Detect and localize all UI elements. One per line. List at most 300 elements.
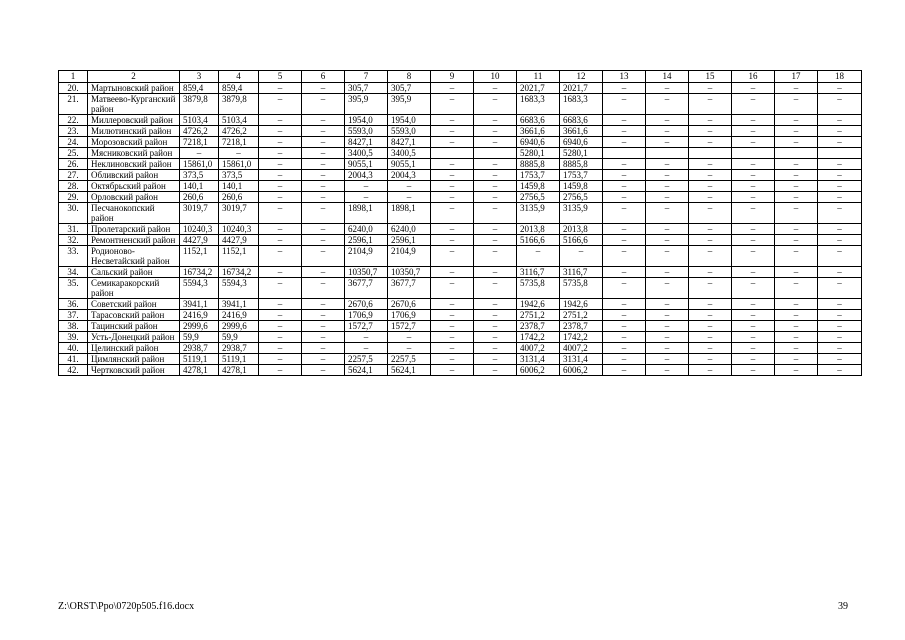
table-cell: 3116,7 — [560, 267, 603, 278]
table-cell: – — [259, 354, 302, 365]
table-cell: – — [689, 126, 732, 137]
table-cell: – — [732, 365, 775, 376]
row-number: 36. — [59, 299, 88, 310]
table-cell: 1572,7 — [388, 321, 431, 332]
table-cell: – — [818, 159, 862, 170]
column-header: 5 — [259, 71, 302, 83]
table-cell: 15861,0 — [219, 159, 259, 170]
table-cell: 5593,0 — [345, 126, 388, 137]
table-cell — [689, 148, 732, 159]
table-cell: – — [646, 115, 689, 126]
table-cell: 2999,6 — [180, 321, 219, 332]
table-cell: 2596,1 — [388, 235, 431, 246]
table-cell: 2756,5 — [517, 192, 560, 203]
table-cell: 3677,7 — [345, 278, 388, 299]
column-header: 2 — [88, 71, 180, 83]
table-cell: 4726,2 — [219, 126, 259, 137]
table-cell: – — [302, 137, 345, 148]
table-cell: – — [431, 299, 474, 310]
table-cell: – — [732, 267, 775, 278]
table-row — [59, 170, 862, 181]
table-cell: 6940,6 — [560, 137, 603, 148]
table-cell: – — [732, 192, 775, 203]
table-cell: – — [474, 278, 517, 299]
table-row — [59, 278, 862, 299]
table-cell: 2004,3 — [388, 170, 431, 181]
table-cell — [603, 148, 646, 159]
table-cell: – — [603, 181, 646, 192]
table-cell: – — [259, 224, 302, 235]
table-cell: 10350,7 — [345, 267, 388, 278]
table-cell: – — [646, 94, 689, 115]
table-cell: 2670,6 — [388, 299, 431, 310]
table-cell: – — [603, 203, 646, 224]
district-name: Мартыновский район — [88, 83, 180, 94]
table-cell: – — [474, 94, 517, 115]
table-cell: 3677,7 — [388, 278, 431, 299]
table-cell — [775, 148, 818, 159]
row-number: 21. — [59, 94, 88, 115]
table-cell: 3400,5 — [388, 148, 431, 159]
district-name: Семикаракорский район — [88, 278, 180, 299]
table-cell: – — [431, 365, 474, 376]
column-header: 11 — [517, 71, 560, 83]
table-cell: – — [431, 321, 474, 332]
table-cell: – — [646, 224, 689, 235]
table-cell: – — [818, 310, 862, 321]
table-cell: 140,1 — [180, 181, 219, 192]
table-cell: 59,9 — [219, 332, 259, 343]
table-cell: 2596,1 — [345, 235, 388, 246]
table-cell: – — [732, 299, 775, 310]
table-cell: 4007,2 — [560, 343, 603, 354]
table-cell: – — [689, 83, 732, 94]
table-cell: – — [603, 224, 646, 235]
table-cell: – — [302, 83, 345, 94]
table-cell: – — [689, 192, 732, 203]
district-name: Милютинский район — [88, 126, 180, 137]
table-cell: 3019,7 — [180, 203, 219, 224]
table-cell: 5166,6 — [517, 235, 560, 246]
table-cell: 3135,9 — [560, 203, 603, 224]
table-cell: – — [646, 159, 689, 170]
table-cell: 5119,1 — [219, 354, 259, 365]
table-cell: 1942,6 — [560, 299, 603, 310]
table-cell: – — [689, 278, 732, 299]
table-cell: 3131,4 — [517, 354, 560, 365]
district-name: Миллеровский район — [88, 115, 180, 126]
table-cell: 1742,2 — [517, 332, 560, 343]
table-cell: – — [646, 278, 689, 299]
table-cell: – — [603, 365, 646, 376]
table-cell: – — [474, 310, 517, 321]
table-cell: – — [345, 332, 388, 343]
table-cell: – — [689, 246, 732, 267]
table-cell: 5103,4 — [180, 115, 219, 126]
table-cell: 5735,8 — [560, 278, 603, 299]
table-cell: 2104,9 — [345, 246, 388, 267]
table-cell: 2938,7 — [219, 343, 259, 354]
table-cell: – — [818, 246, 862, 267]
table-cell: – — [775, 224, 818, 235]
table-cell: 5103,4 — [219, 115, 259, 126]
column-header: 7 — [345, 71, 388, 83]
table-cell: – — [732, 115, 775, 126]
table-cell: 5593,0 — [388, 126, 431, 137]
column-header: 13 — [603, 71, 646, 83]
table-cell: 6006,2 — [517, 365, 560, 376]
table-cell: – — [302, 332, 345, 343]
table-cell: – — [431, 192, 474, 203]
table-cell: – — [818, 267, 862, 278]
table-cell: – — [818, 137, 862, 148]
table-cell: – — [646, 170, 689, 181]
table-cell: – — [259, 83, 302, 94]
table-cell: – — [302, 181, 345, 192]
table-cell: – — [259, 321, 302, 332]
footer-file-path: Z:\ORST\Ppo\0720p505.f16.docx — [58, 601, 195, 612]
table-cell: – — [302, 148, 345, 159]
table-cell: 5624,1 — [388, 365, 431, 376]
table-cell: – — [431, 224, 474, 235]
table-cell: – — [775, 126, 818, 137]
table-cell: – — [818, 354, 862, 365]
table-cell: 2416,9 — [219, 310, 259, 321]
district-name: Советский район — [88, 299, 180, 310]
table-cell: – — [259, 181, 302, 192]
table-cell: 6006,2 — [560, 365, 603, 376]
table-cell: 2378,7 — [517, 321, 560, 332]
table-cell: 2751,2 — [560, 310, 603, 321]
table-cell: – — [388, 192, 431, 203]
table-cell: – — [259, 94, 302, 115]
table-cell: 395,9 — [345, 94, 388, 115]
data-table — [58, 70, 862, 376]
table-cell: – — [732, 235, 775, 246]
table-cell: – — [474, 354, 517, 365]
table-cell: – — [818, 181, 862, 192]
row-number: 37. — [59, 310, 88, 321]
table-row — [59, 321, 862, 332]
table-cell: – — [431, 203, 474, 224]
table-cell: – — [689, 224, 732, 235]
table-cell: – — [646, 310, 689, 321]
table-cell — [818, 148, 862, 159]
table-cell: – — [732, 83, 775, 94]
table-cell: 10240,3 — [219, 224, 259, 235]
table-cell: 16734,2 — [180, 267, 219, 278]
table-cell: 10240,3 — [180, 224, 219, 235]
table-cell: 4726,2 — [180, 126, 219, 137]
table-cell: – — [302, 267, 345, 278]
table-row — [59, 310, 862, 321]
table-cell: – — [689, 354, 732, 365]
table-cell: – — [689, 321, 732, 332]
table-cell: – — [732, 137, 775, 148]
table-cell: – — [603, 354, 646, 365]
table-row — [59, 267, 862, 278]
table-cell: – — [646, 137, 689, 148]
table-cell: – — [775, 83, 818, 94]
district-name: Родионово-Несветайский район — [88, 246, 180, 267]
table-cell: 5594,3 — [219, 278, 259, 299]
table-cell: 2021,7 — [560, 83, 603, 94]
column-header: 18 — [818, 71, 862, 83]
table-cell: 6940,6 — [517, 137, 560, 148]
district-name: Цимлянский район — [88, 354, 180, 365]
table-cell: 1459,8 — [560, 181, 603, 192]
row-number: 30. — [59, 203, 88, 224]
column-header: 8 — [388, 71, 431, 83]
table-row — [59, 137, 862, 148]
table-cell: – — [259, 365, 302, 376]
table-cell: – — [732, 354, 775, 365]
table-cell: – — [732, 203, 775, 224]
table-cell: – — [646, 203, 689, 224]
table-cell: – — [775, 170, 818, 181]
table-cell: – — [646, 321, 689, 332]
table-cell: – — [646, 343, 689, 354]
table-cell: 2257,5 — [388, 354, 431, 365]
table-cell: 8885,8 — [517, 159, 560, 170]
row-number: 33. — [59, 246, 88, 267]
table-row — [59, 235, 862, 246]
table-cell — [646, 148, 689, 159]
table-cell: – — [646, 246, 689, 267]
table-cell: – — [775, 354, 818, 365]
table-cell: – — [259, 148, 302, 159]
row-number: 39. — [59, 332, 88, 343]
column-header: 17 — [775, 71, 818, 83]
district-name: Матвеево-Курганский район — [88, 94, 180, 115]
table-cell: 859,4 — [180, 83, 219, 94]
table-cell: – — [732, 94, 775, 115]
table-cell: 2013,8 — [517, 224, 560, 235]
table-cell: – — [474, 192, 517, 203]
table-cell: – — [818, 115, 862, 126]
table-cell: – — [603, 137, 646, 148]
table-cell: – — [732, 170, 775, 181]
table-cell: – — [302, 246, 345, 267]
column-header: 1 — [59, 71, 88, 83]
row-number: 28. — [59, 181, 88, 192]
table-cell: – — [603, 126, 646, 137]
table-cell: – — [646, 83, 689, 94]
table-cell: – — [689, 267, 732, 278]
table-cell: – — [302, 321, 345, 332]
district-name: Усть-Донецкий район — [88, 332, 180, 343]
table-cell: – — [603, 278, 646, 299]
table-cell: 3135,9 — [517, 203, 560, 224]
table-cell: 395,9 — [388, 94, 431, 115]
table-cell: – — [689, 159, 732, 170]
row-number: 35. — [59, 278, 88, 299]
table-cell: 3661,6 — [517, 126, 560, 137]
table-cell: – — [646, 365, 689, 376]
table-cell: – — [646, 235, 689, 246]
table-cell: – — [474, 246, 517, 267]
table-cell: – — [431, 94, 474, 115]
table-cell: 3879,8 — [180, 94, 219, 115]
table-cell: 8885,8 — [560, 159, 603, 170]
table-cell: – — [180, 148, 219, 159]
table-cell: 5280,1 — [517, 148, 560, 159]
table-cell: – — [775, 181, 818, 192]
table-cell: 2257,5 — [345, 354, 388, 365]
table-cell: – — [603, 159, 646, 170]
table-cell: – — [302, 343, 345, 354]
table-cell: – — [818, 203, 862, 224]
table-row — [59, 115, 862, 126]
table-cell: 1683,3 — [560, 94, 603, 115]
table-cell: – — [603, 267, 646, 278]
table-cell: 5166,6 — [560, 235, 603, 246]
header-row — [59, 71, 862, 83]
table-cell: 4278,1 — [219, 365, 259, 376]
table-cell: – — [302, 299, 345, 310]
table-row — [59, 332, 862, 343]
district-name: Тацинский район — [88, 321, 180, 332]
table-row — [59, 94, 862, 115]
table-cell: – — [818, 83, 862, 94]
table-cell: – — [302, 224, 345, 235]
row-number: 23. — [59, 126, 88, 137]
column-header: 6 — [302, 71, 345, 83]
table-cell: – — [560, 246, 603, 267]
table-cell: – — [689, 299, 732, 310]
table-cell: 7218,1 — [180, 137, 219, 148]
district-name: Тарасовский район — [88, 310, 180, 321]
table-cell: – — [302, 94, 345, 115]
table-cell: – — [775, 299, 818, 310]
table-cell: 5735,8 — [517, 278, 560, 299]
table-cell: – — [474, 126, 517, 137]
table-cell: – — [603, 192, 646, 203]
table-cell: – — [775, 115, 818, 126]
table-cell: – — [517, 246, 560, 267]
table-cell: 2751,2 — [517, 310, 560, 321]
table-cell: – — [732, 181, 775, 192]
table-row — [59, 299, 862, 310]
table-cell: – — [689, 115, 732, 126]
table-row — [59, 343, 862, 354]
table-cell: – — [388, 343, 431, 354]
table-cell: – — [818, 224, 862, 235]
row-number: 42. — [59, 365, 88, 376]
table-cell: – — [431, 115, 474, 126]
table-cell: – — [259, 332, 302, 343]
table-cell: – — [775, 94, 818, 115]
column-header: 10 — [474, 71, 517, 83]
table-cell: – — [431, 332, 474, 343]
table-cell: – — [259, 278, 302, 299]
table-cell: 1942,6 — [517, 299, 560, 310]
table-cell: – — [474, 267, 517, 278]
table-cell: – — [474, 343, 517, 354]
table-cell: – — [818, 192, 862, 203]
table-cell: 859,4 — [219, 83, 259, 94]
table-cell: – — [474, 159, 517, 170]
row-number: 27. — [59, 170, 88, 181]
column-header: 9 — [431, 71, 474, 83]
table-cell: 2999,6 — [219, 321, 259, 332]
column-header: 15 — [689, 71, 732, 83]
table-cell: 9055,1 — [345, 159, 388, 170]
table-cell: 5594,3 — [180, 278, 219, 299]
table-cell: – — [431, 83, 474, 94]
table-cell: – — [603, 299, 646, 310]
table-cell: – — [259, 299, 302, 310]
table-cell: – — [259, 343, 302, 354]
table-cell: – — [431, 343, 474, 354]
table-cell: 15861,0 — [180, 159, 219, 170]
table-cell: 3941,1 — [219, 299, 259, 310]
table-cell: 2756,5 — [560, 192, 603, 203]
table-cell: – — [474, 224, 517, 235]
table-cell: – — [259, 137, 302, 148]
table-cell: – — [474, 203, 517, 224]
table-cell: – — [732, 224, 775, 235]
row-number: 24. — [59, 137, 88, 148]
table-row — [59, 83, 862, 94]
district-name: Сальский район — [88, 267, 180, 278]
table-cell: – — [818, 278, 862, 299]
table-cell: – — [818, 94, 862, 115]
district-name: Морозовский район — [88, 137, 180, 148]
table-cell: – — [474, 83, 517, 94]
table-cell: 1152,1 — [219, 246, 259, 267]
table-cell: 1898,1 — [345, 203, 388, 224]
table-cell: 3879,8 — [219, 94, 259, 115]
table-cell: – — [689, 310, 732, 321]
table-cell: 2378,7 — [560, 321, 603, 332]
district-name: Октябрьский район — [88, 181, 180, 192]
table-cell: – — [302, 115, 345, 126]
table-cell: 3661,6 — [560, 126, 603, 137]
column-header: 16 — [732, 71, 775, 83]
table-cell: – — [732, 278, 775, 299]
table-cell: 1898,1 — [388, 203, 431, 224]
table-cell: 1152,1 — [180, 246, 219, 267]
table-cell: – — [259, 235, 302, 246]
table-cell: – — [689, 203, 732, 224]
table-cell: – — [259, 170, 302, 181]
table-cell: – — [775, 365, 818, 376]
table-cell: 7218,1 — [219, 137, 259, 148]
table-cell: – — [302, 310, 345, 321]
table-cell: – — [732, 343, 775, 354]
table-cell: – — [818, 235, 862, 246]
table-cell: – — [302, 170, 345, 181]
table-cell: 4007,2 — [517, 343, 560, 354]
table-cell: – — [603, 310, 646, 321]
table-cell: 3131,4 — [560, 354, 603, 365]
table-cell: – — [689, 343, 732, 354]
table-cell: 1742,2 — [560, 332, 603, 343]
table-cell: 8427,1 — [345, 137, 388, 148]
table-cell: 59,9 — [180, 332, 219, 343]
table-cell: – — [388, 332, 431, 343]
table-cell — [431, 148, 474, 159]
table-cell: 4427,9 — [219, 235, 259, 246]
table-cell: – — [689, 365, 732, 376]
table-row — [59, 148, 862, 159]
district-name: Мясниковский район — [88, 148, 180, 159]
table-cell: 3400,5 — [345, 148, 388, 159]
table-row — [59, 246, 862, 267]
table-cell: – — [431, 310, 474, 321]
row-number: 34. — [59, 267, 88, 278]
